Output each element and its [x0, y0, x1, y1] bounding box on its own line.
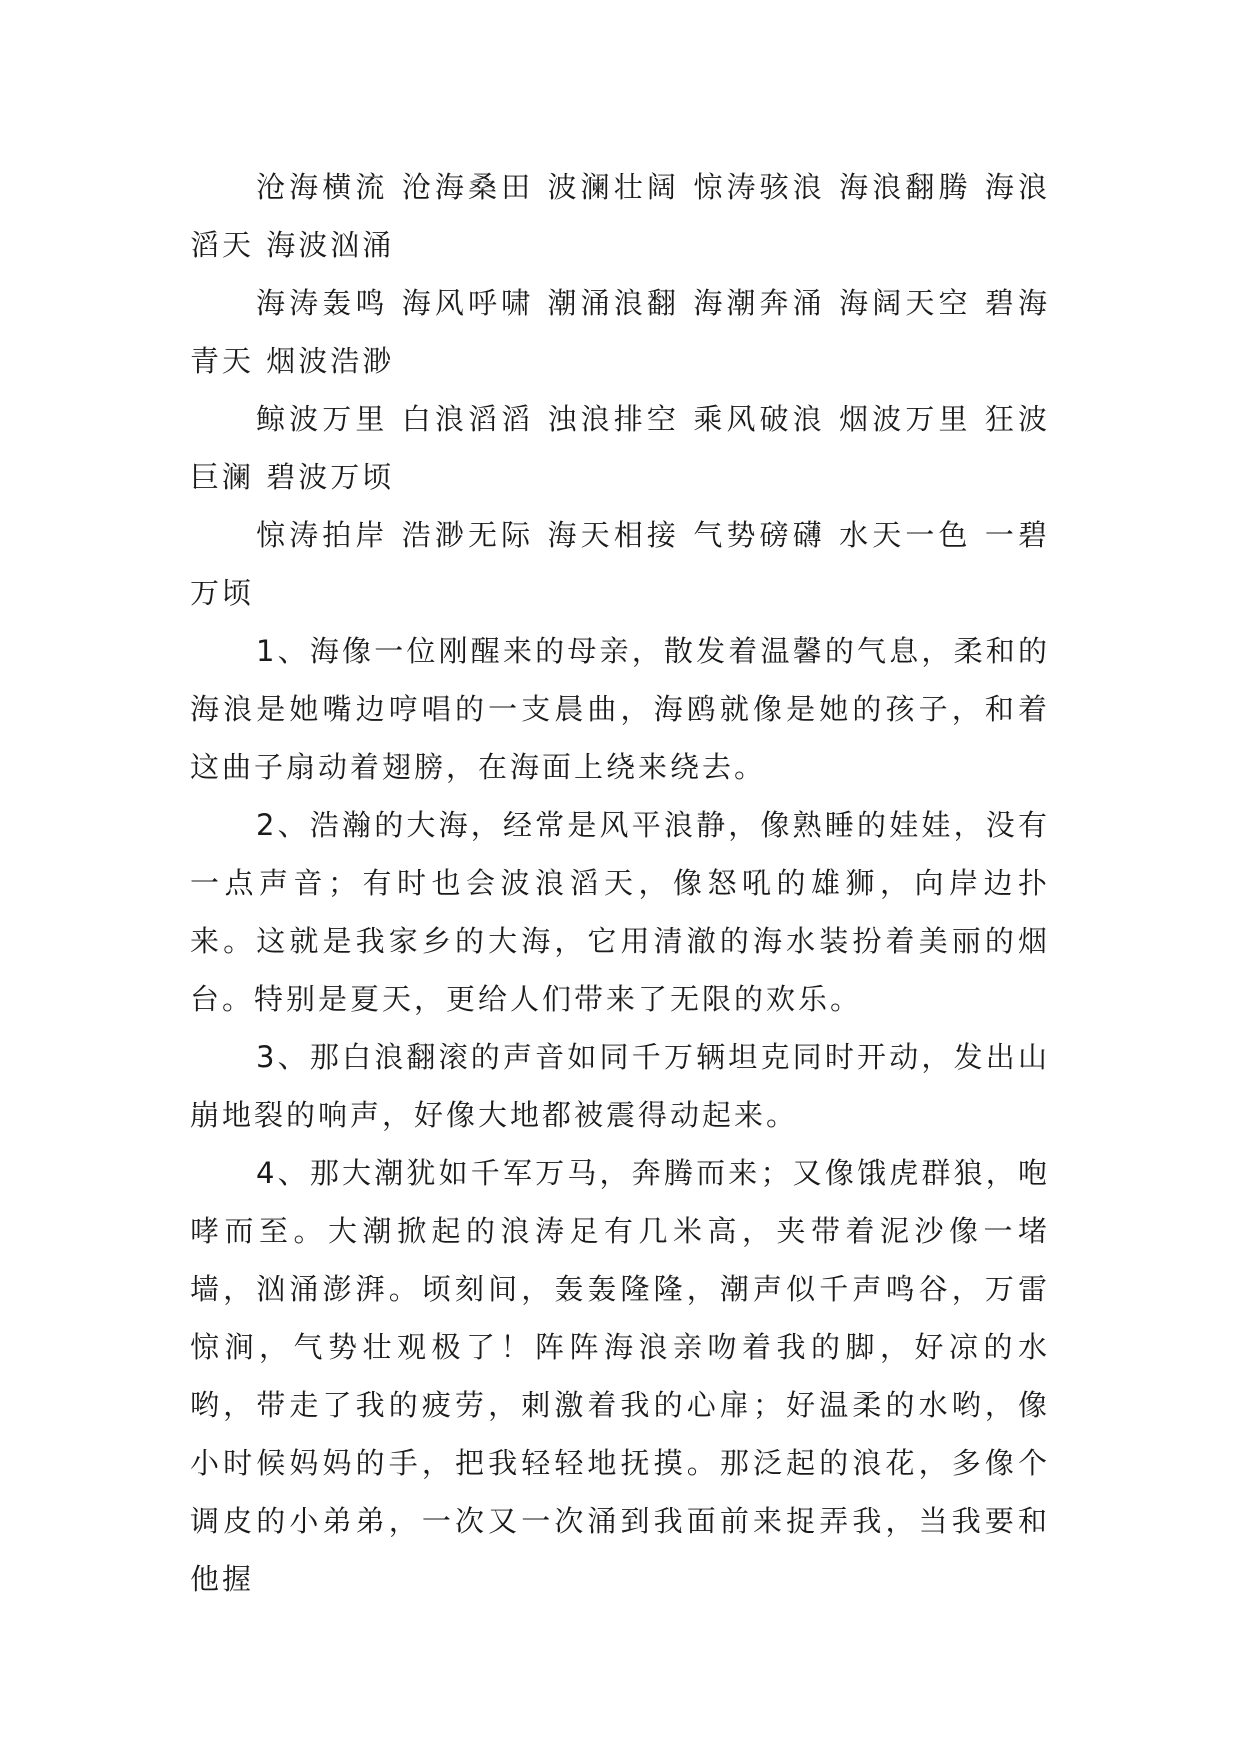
paragraph-example-2: 2、浩瀚的大海，经常是风平浪静，像熟睡的娃娃，没有一点声音；有时也会波浪滔天，像怒吼的雄狮，向岸边扑来。这就是我家乡的大海，它用清澈的海水装扮着美丽的烟台。特别是夏天，更给人们带来了无限的欢乐。 [190, 808, 1050, 1016]
paragraph-example-3: 3、那白浪翻滚的声音如同千万辆坦克同时开动，发出山崩地裂的响声，好像大地都被震得动起来。 [190, 1040, 1050, 1132]
paragraph-idioms-2: 海涛轰鸣 海风呼啸 潮涌浪翻 海潮奔涌 海阔天空 碧海青天 烟波浩渺 [190, 286, 1050, 378]
paragraph-idioms-3: 鲸波万里 白浪滔滔 浊浪排空 乘风破浪 烟波万里 狂波巨澜 碧波万顷 [190, 402, 1050, 494]
paragraph-example-4: 4、那大潮犹如千军万马，奔腾而来；又像饿虎群狼，咆哮而至。大潮掀起的浪涛足有几米高，夹带着泥沙像一堵墙，汹涌澎湃。顷刻间，轰轰隆隆，潮声似千声鸣谷，万雷惊涧，气势壮观极了！阵阵海浪亲吻着我的脚，好凉的水哟，带走了我的疲劳，刺激着我的心扉；好温柔的水哟，像小时候妈妈的手，把我轻轻地抚摸。那泛起的浪花，多像个调皮的小弟弟，一次又一次涌到我面前来捉弄我，当我要和他握 [190, 1156, 1050, 1596]
paragraph-idioms-4: 惊涛拍岸 浩渺无际 海天相接 气势磅礴 水天一色 一碧万顷 [190, 518, 1050, 610]
document-body [190, 158, 1050, 1608]
paragraph-idioms-1: 沧海横流 沧海桑田 波澜壮阔 惊涛骇浪 海浪翻腾 海浪滔天 海波汹涌 [190, 170, 1050, 262]
paragraph-example-1: 1、海像一位刚醒来的母亲，散发着温馨的气息，柔和的海浪是她嘴边哼唱的一支晨曲，海鸥就像是她的孩子，和着这曲子扇动着翅膀，在海面上绕来绕去。 [190, 634, 1050, 784]
